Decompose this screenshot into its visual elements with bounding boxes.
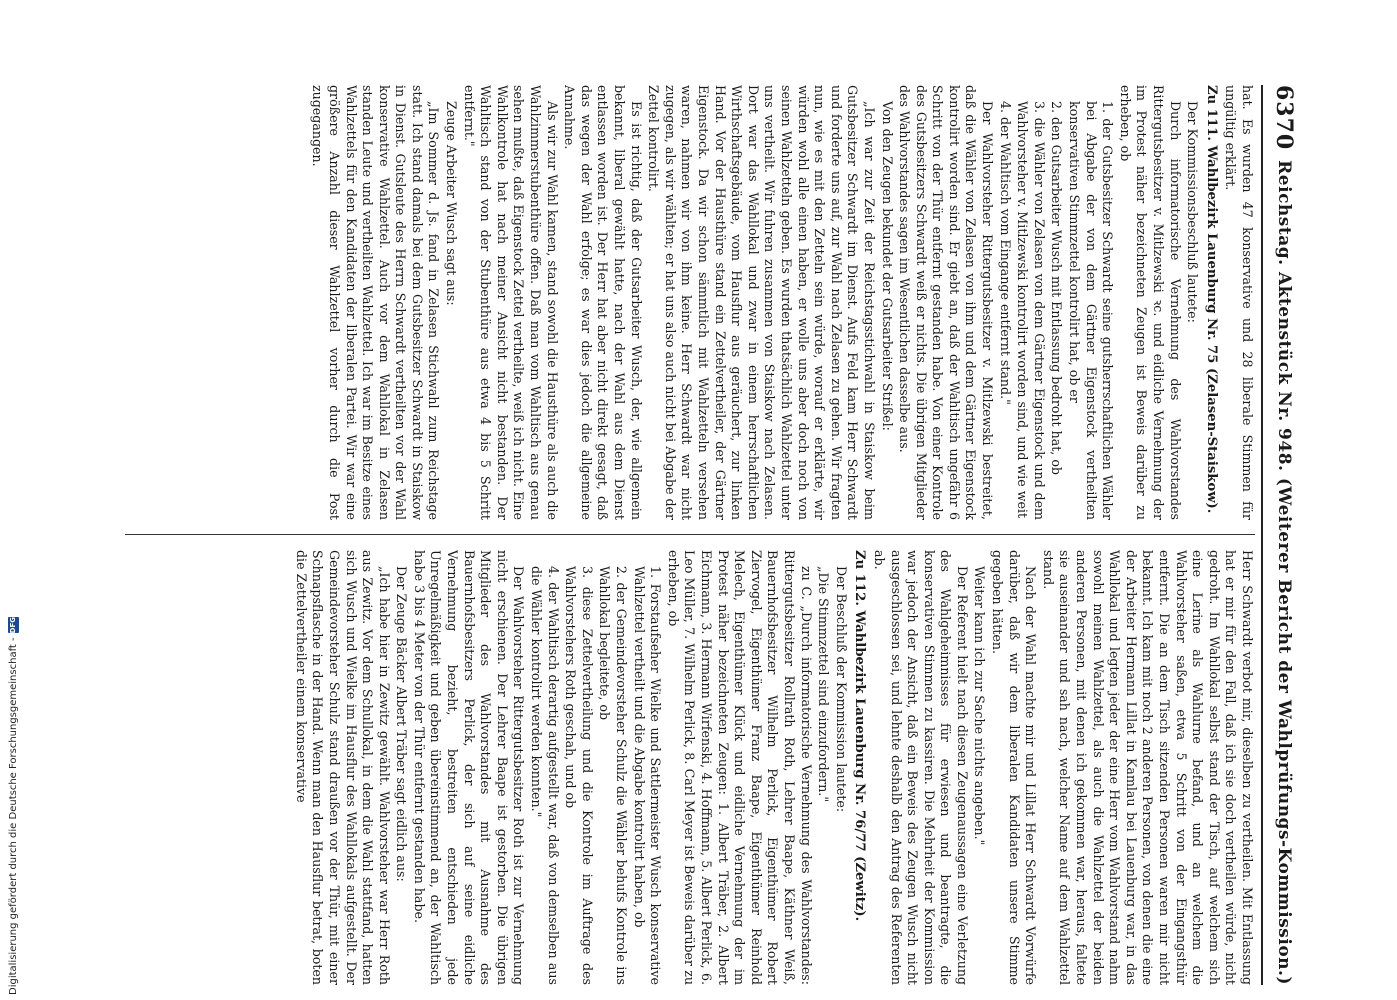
numbered-item: 1. der Gutsbesitzer Schwardt seine gutsherrschaftlichen Wähler bei Abgabe der von dem Gärtner Eigenstock vertheilten konservativen Stimmzettel kontrolirt hat, ob er (1067, 101, 1116, 520)
paragraph: Der Zeuge Bäcker Albert Träber sagt eidlich aus: (394, 566, 410, 882)
page-content (105, 85, 1305, 985)
paragraph: zu C. „Durch informatorische Vernehmung des Wahlvorstandes: Rittergutsbesitzer Rollrath Roth, Lehrer Baape, Käthner Weiß, Bauernhofsbesitzer Wilhelm Perlick, Eigenthümer Robert Ziervogel, Eigenthümer Franz Baape, Eigenthümer Reinhold Melech, Eigenthümer Klück und eidliche Vernehmung der im Protest näher bezeichneten Zeugen: 1. Albert Träber, 2. Albert Eichmann, 3. Hermann Wirfenski, 4. Hoffmann, 5. Albert Perlick, 6. Leo Müller, 7. Wilhelm Perlick, 8. Carl Meyer ist Beweis darüber zu erheben, ob (665, 550, 814, 985)
credit-text: Digitalisierung gefördert durch die Deutsche Forschungsgemeinschaft - (8, 637, 19, 995)
page-header (1261, 85, 1305, 985)
numbered-item: 2. den Gutsarbeiter Wusch mit Entlassung bedroht hat, ob (1049, 101, 1065, 475)
right-column (115, 550, 1255, 985)
scanned-page-area (105, 85, 1305, 985)
paragraph: hat. Es wurden 47 konservative und 28 liberale Stimmen für ungültig erklärt. (1223, 85, 1255, 520)
numbered-item: 3. diese Zettelvertheilung und die Kontrole im Auftrage des Wahlvorstehers Roth geschah, und ob (563, 566, 595, 985)
paragraph: Von den Zeugen bekundet der Gutsarbeiter Strißel: (879, 101, 895, 431)
paragraph: „Im Sommer d. Js. fand in Zelasen Stichwahl zum Reichstage statt. Ich stand damals bei dem Gutsbesitzer Schwardt in Staiskow in Dienst. Gutsleute des Herrn Schwardt vertheilten vor der Wahl konservative Wahlzettel. Auch vor dem Wahllokal in Zelasen standen Leute und vertheilten Wahlzettel. Ich war im Besitze eines Wahlzettels für den Kandidaten der liberalen Partei. Wir war eine größere Anzahl dieser Wahlzettel vorher durch die Post zugegangen. (310, 85, 442, 520)
dfg-logo: DFG (9, 617, 17, 634)
paragraph: Nach der Wahl machte mir und Lillat Herr Schwardt Vorwürfe darüber, daß wir dem liberalen Kandidaten unsere Stimme gegeben hätten. (990, 550, 1039, 985)
document-page (105, 85, 1305, 985)
section-heading: Zu 112. Wahlbezirk Lauenburg Nr. 76/77 (Zewitz). (852, 550, 868, 922)
paragraph: „Die Stimmzettel sind einzufordern." (816, 566, 832, 803)
digitization-credit (8, 617, 19, 995)
numbered-item: 4. der Wahltisch derartig aufgestellt war, daß von demselben aus die Wähler kontrolirt werden konnten." (529, 566, 561, 985)
numbered-item: 4. der Wahltisch vom Eingange entfernt stand." (997, 101, 1013, 405)
paragraph: Der Beschluß der Kommission lautete: (833, 566, 849, 813)
running-head: Reichstag. Aktenstück Nr. 948. (Weiterer Bericht der Wahlprüfungs-Kommission.) (1274, 160, 1294, 985)
numbered-item: 1. Forstaufseher Wielke und Sattlermeister Wusch konservative Wahlzettel vertheilt und die Abgabe kontrolirt haben, ob (631, 566, 664, 985)
left-column (115, 85, 1255, 520)
paragraph: „Ich habe hier in Zewitz gewählt. Wahlvorsteher war Herr Roth aus Zewitz. Vor dem Schullokal, in dem die Wahl stattfand, hatten sich Wusch und Wielke im Hausflur des Wahllokals aufgestellt. Der Gemeindevorsteher Schulz stand draußen vor der Thür, mit einer Schnapsflasche in der Hand. Wenn man den Hausflur betrat, boten die Zettelvertheiler einem konservative (293, 550, 392, 985)
paragraph: Der Wahlvorsteher Rittergutsbesitzer v. Mitlzewski bestreitet, daß die Wähler von Zelasen von ihm und dem Gärtner Eigenstock kontrolirt worden sind. Er giebt an, daß der Wahltisch ungefähr 6 Schritt von der Thür entfernt gestanden habe. Von einer Kontrole des Gutsbesitzers Schwardt weiß er nichts. Die übrigen Mitglieder des Wahlvorstandes sagen im Wesentlichen dasselbe aus. (897, 85, 996, 520)
paragraph: Der Referent hielt nach diesen Zeugenaussagen eine Verletzung des Wahlgeheimnisses für erwiesen und beantragte, die konservativen Stimmen zu kassiren. Die Mehrheit der Kommission war jedoch der Ansicht, daß ein Beweis des Zeugen Wusch nicht ausgeschlossen sei, und lehnte deshalb den Antrag des Referenten ab. (871, 550, 970, 985)
section-heading: Zu 111. Wahlbezirk Lauenburg Nr. 75 (Zelasen-Staiskow). (1203, 85, 1219, 514)
numbered-item: 3. die Wähler von Zelasen von dem Gärtner Eigenstock und dem Wahlvorsteher v. Mitlzewski kontrolirt worden sind, und wie weit (1015, 101, 1047, 520)
paragraph: Es ist richtig, daß der Gutsarbeiter Wusch, der, wie allgemein bekannt, liberal gewählt hatte, nach der Wahl aus dem Dienst entlassen worden ist. Der Herr hat aber nicht direkt gesagt, daß das wegen der Wahl erfolge; es war dies jedoch die allgemeine Annahme. (562, 85, 644, 520)
paragraph: Weiter kann ich zur Sache nichts angeben." (972, 566, 988, 846)
paragraph: Der Wahlvorsteher Rittergutsbesitzer Roth ist zur Vernehmung nicht erschienen. Der Lehrer Baape ist gestorben. Die übrigen Mitglieder des Wahlvorstandes mit Ausnahme des Bauernhofsbesitzers Perlick, der sich auf seine eidliche Vernehmung bezieht, bestreiten entschieden jede Unregelmäßigkeit und geben übereinstimmend an, der Wahltisch habe 3 bis 4 Meter von der Thür entfernt gestanden habe. (411, 550, 527, 985)
paragraph: Als wir zur Wahl kamen, stand sowohl die Hausthüre als auch die Wahlzimmerstubenthüre offen. Daß man vom Wahltisch aus genau sehen mußte, daß Eigenstock Zettel vertheilte, weiß ich nicht. Eine Wahlkontrole hat nach meiner Ansicht nicht bestanden. Der Wahltisch stand von der Stubenthüre aus etwa 4 bis 5 Schritt entfernt." (461, 85, 560, 520)
paragraph: Der Kommissionsbeschluß lautete: (1185, 101, 1201, 323)
page-number: 6370 (1271, 85, 1297, 151)
numbered-item: 2. der Gemeindevorsteher Schulz die Wähler behufs Kontrole ins Wahllokal begleitete, ob (597, 566, 630, 985)
paragraph: Durch informatorische Vernehmung des Wahlvorstandes Rittergutsbesitzer v. Mitlzewski ꝛc. und eidliche Vernehmung der im Protest näher bezeichneten Zeugen ist Beweis darüber zu erheben, ob (1117, 85, 1183, 520)
paragraph: „Ich war zur Zeit der Reichstagsstichwahl in Staiskow beim Gutsbesitzer Schwardt im Dienst. Aufs Feld kam Herr Schwardt und forderte uns auf, zur Wahl nach Zelasen zu gehen. Wir fragten nun, wie es mit den Zetteln sein würde, worauf er erklärte, wir würden wohl alle einen haben, er wolle uns aber doch noch von seinen Wahlzetteln geben. Es wurden thatsächlich Wahlzettel unter uns vertheilt. Wir fuhren zusammen von Staiskow nach Zelasen. Dort war das Wahllokal und zwar in einem herrschaftlichen Wirthschaftsgebäude, vom Hausflur aus geräuchert, zur linken Hand. Vor der Hausthüre stand ein Zettelvertheiler, der Gärtner Eigenstock. Da wir schon sämmtlich mit Wahlzetteln versehen waren, nahmen wir von ihm keine. Herr Schwardt war nicht zugegen, als wir wählten; er hat uns also auch nicht bei Abgabe der Zettel kontrolirt. (646, 85, 877, 520)
column-divider (125, 534, 1255, 535)
paragraph: Herr Schwardt verbot mir, dieselben zu vertheilen. Mit Entlassung hat er mir für den Fall, daß ich sie doch vertheilen würde, nicht gedroht. Im Wahllokal selbst stand der Tisch, auf welchem sich eine Lerine als Wahlurne befand, und an welchem die Wahlvorsteher saßen, etwa 5 Schritt von der Eingangsthür entfernt. Die an dem Tisch sitzenden Personen waren mir nicht bekannt. Ich kam mit noch 2 anderen Personen, von denen die eine der Arbeiter Hermann Lillat in Kamlau bei Lauenburg war, in das Wahllokal und legten jeder der eine Herr vom Wahlvorstand nahm sowohl meinen Wahlzettel, als auch die Wahlzettel der beiden anderen Personen, mit denen ich gekommen war, heraus, faltete sie auseinander und sah nach, welcher Name auf dem Wahlzettel stand. (1040, 550, 1255, 985)
paragraph: Zeuge Arbeiter Wusch sagt aus: (444, 101, 460, 306)
